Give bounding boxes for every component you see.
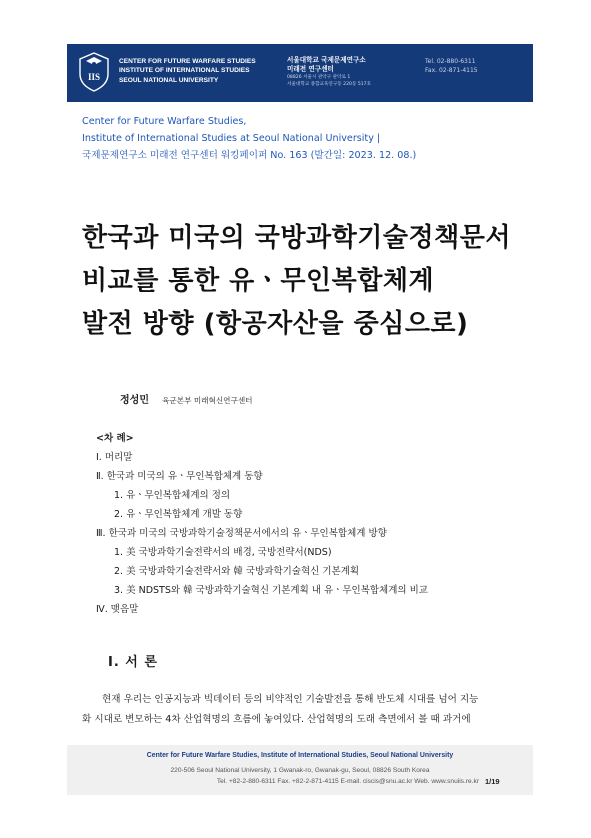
header-ko-address-1: 08826 서울시 관악구 관악로 1: [287, 75, 351, 80]
meta-center-line: Center for Future Warfare Studies,: [82, 116, 247, 127]
author-block: [120, 388, 253, 407]
header-ko-address-2: 서울대학교 종합교육연구동 220동 517호: [287, 82, 372, 87]
header-english-name: [119, 57, 256, 85]
meta-working-paper-line: 국제문제연구소 미래전 연구센터 워킹페이퍼 No. 163 (발간일: 2023. 12. 08.): [82, 150, 417, 161]
section-heading: Ⅰ. 서 론: [108, 655, 158, 670]
body-line: 현재 우리는 인공지능과 빅데이터 등의 비약적인 기술발전을 통해 반도체 시대를 넘어 지능: [102, 694, 479, 705]
snu-iis-emblem-icon: [77, 52, 111, 92]
header-korean-name: [287, 56, 371, 88]
toc-item: Ⅲ. 한국과 미국의 국방과학기술정책문서에서의 유ㆍ무인복합체계 방향: [96, 528, 387, 539]
title-line: 한국과 미국의 국방과학기술정책문서: [82, 223, 511, 253]
header-en-line: CENTER FOR FUTURE WARFARE STUDIES: [119, 58, 256, 65]
footer-title: Center for Future Warfare Studies, Institute of International Studies, Seoul National University: [146, 752, 454, 759]
header-ko-institute: 서울대학교 국제문제연구소: [287, 56, 366, 64]
letterhead-banner: [67, 44, 533, 102]
toc-item: Ⅳ. 맺음말: [96, 604, 139, 615]
publication-meta: [82, 113, 416, 164]
author-name: 정성민: [120, 395, 149, 406]
title-line: 발전 방향 (항공자산을 중심으로): [82, 309, 469, 339]
toc-subitem: 3. 美 NDSTS와 韓 국방과학기술혁신 기본계획 내 유ㆍ무인복합체계의 비교: [114, 585, 428, 596]
toc-subitem: 1. 美 국방과학기술전략서의 배경, 국방전략서(NDS): [114, 547, 332, 558]
paper-title: [82, 217, 511, 346]
body-line: 화 시대로 변모하는 4차 산업혁명의 흐름에 놓여있다. 산업혁명의 도래 측면에서 볼 때 과거에: [82, 714, 471, 725]
body-text: [82, 690, 515, 730]
header-contact: [425, 57, 478, 75]
toc-subitem: 2. 美 국방과학기술전략서와 韓 국방과학기술혁신 기본계획: [114, 566, 360, 577]
page-number: 1/19: [485, 777, 500, 786]
header-ko-center: 미래전 연구센터: [287, 65, 334, 73]
title-line: 비교를 통한 유ㆍ무인복합체계: [82, 266, 435, 296]
toc-subitem: 1. 유ㆍ무인복합체계의 정의: [114, 490, 231, 501]
toc-subitem: 2. 유ㆍ무인복합체계 개발 동향: [114, 509, 243, 520]
table-of-contents: [96, 429, 428, 619]
header-en-line: INSTITUTE OF INTERNATIONAL STUDIES: [119, 67, 250, 75]
footer-contact: Tel. +82-2-880-6311 Fax. +82-2-871-4115 E-mail. ciscis@snu.ac.kr Web. www.snuiis.re.kr: [216, 778, 479, 785]
toc-heading: <차 례>: [96, 433, 134, 444]
logo-text: IIS: [87, 72, 101, 82]
author-affiliation: 육군본부 미래혁신연구센터: [162, 396, 253, 405]
header-tel: Tel. 02-880-6311: [425, 58, 476, 65]
header-fax: Fax. 02-871-4115: [425, 67, 478, 74]
footer-address: 220-506 Seoul National University, 1 Gwanak-ro, Gwanak-gu, Seoul, 08826 South Korea: [170, 767, 430, 774]
toc-item: Ⅰ. 머리말: [96, 452, 133, 463]
meta-institute-line: Institute of International Studies at Seoul National University |: [82, 133, 381, 144]
toc-item: Ⅱ. 한국과 미국의 유ㆍ무인복합체계 동향: [96, 471, 263, 482]
page-footer: [67, 745, 533, 795]
header-en-line: SEOUL NATIONAL UNIVERSITY: [119, 76, 219, 84]
